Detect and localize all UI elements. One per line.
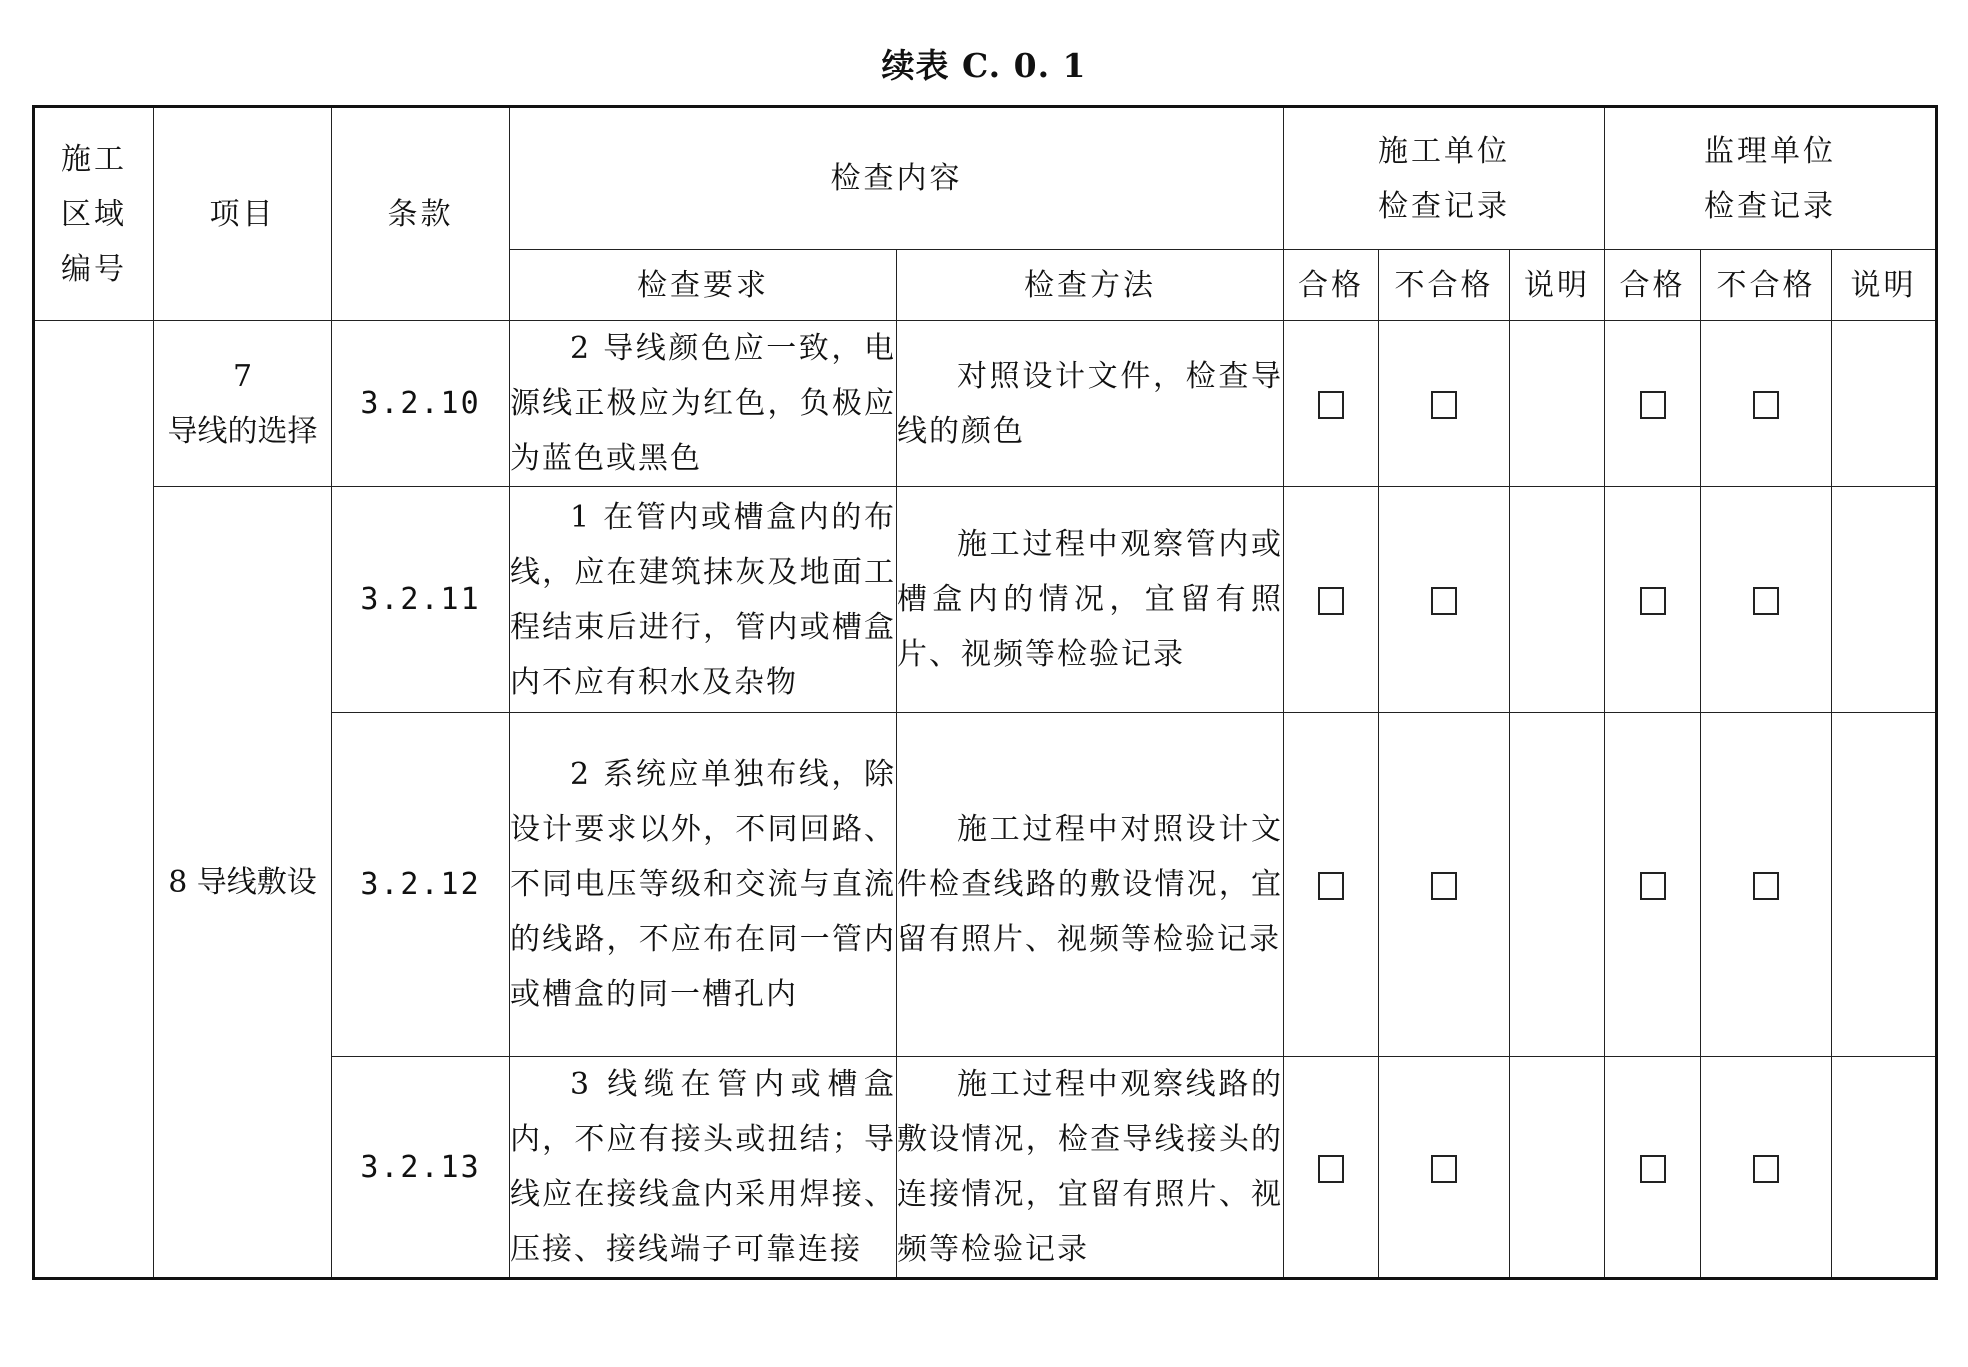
supervisor-fail-cell[interactable] [1701, 1057, 1832, 1279]
contractor-fail-cell[interactable] [1379, 487, 1510, 713]
contractor-pass-cell[interactable] [1284, 321, 1379, 487]
header-method: 检查方法 [897, 250, 1284, 321]
requirement-text: 1 在管内或槽盒内的布线，应在建筑抹灰及地面工程结束后进行，管内或槽盒内不应有积水及杂物 [510, 499, 896, 700]
requirement-cell [510, 713, 897, 1057]
header-clause: 条款 [332, 107, 510, 321]
supervisor-pass-cell[interactable] [1605, 1057, 1701, 1279]
checkbox[interactable] [1640, 1155, 1666, 1183]
table-title: 续表 C. 0. 1 [881, 46, 1087, 85]
checkbox[interactable] [1318, 391, 1344, 419]
header-supervisor-record [1605, 107, 1937, 250]
method-cell [897, 321, 1284, 487]
checkbox[interactable] [1431, 872, 1457, 900]
header-supervisor-line: 监理单位 [1704, 133, 1836, 169]
supervisor-fail-cell[interactable] [1701, 321, 1832, 487]
supervisor-note-cell[interactable] [1832, 1057, 1937, 1279]
checkbox[interactable] [1431, 587, 1457, 615]
header-area-line: 区域 [61, 196, 127, 232]
header-supervisor-note: 说明 [1832, 250, 1937, 321]
supervisor-note-cell[interactable] [1832, 321, 1937, 487]
clause-cell: 3.2.10 [332, 321, 510, 487]
requirement-text: 2 系统应单独布线，除设计要求以外，不同回路、不同电压等级和交流与直流的线路，不应布在同一管内或槽盒的同一槽孔内 [510, 757, 896, 1012]
method-text: 对照设计文件，检查导线的颜色 [897, 358, 1283, 449]
checkbox[interactable] [1640, 587, 1666, 615]
checkbox[interactable] [1753, 391, 1779, 419]
header-requirement: 检查要求 [510, 250, 897, 321]
item-line: 7 [232, 358, 253, 394]
checkbox[interactable] [1318, 1155, 1344, 1183]
supervisor-pass-cell[interactable] [1605, 321, 1701, 487]
requirement-text: 3 线缆在管内或槽盒内，不应有接头或扭结；导线应在接线盒内采用焊接、压接、接线端子可靠连接 [510, 1067, 896, 1267]
header-check-content: 检查内容 [510, 107, 1284, 250]
area-number-cell [34, 321, 154, 1279]
table-row [34, 487, 1937, 713]
supervisor-pass-cell[interactable] [1605, 713, 1701, 1057]
header-row-1 [34, 107, 1937, 250]
checkbox[interactable] [1640, 391, 1666, 419]
checkbox[interactable] [1431, 391, 1457, 419]
checkbox[interactable] [1431, 1155, 1457, 1183]
header-contractor-line: 检查记录 [1378, 188, 1510, 224]
contractor-note-cell[interactable] [1510, 487, 1605, 713]
method-text: 施工过程中观察管内或槽盒内的情况，宜留有照片、视频等检验记录 [897, 527, 1283, 672]
supervisor-note-cell[interactable] [1832, 713, 1937, 1057]
method-cell [897, 487, 1284, 713]
contractor-note-cell[interactable] [1510, 713, 1605, 1057]
contractor-note-cell[interactable] [1510, 1057, 1605, 1279]
contractor-fail-cell[interactable] [1379, 713, 1510, 1057]
item-line: 导线的选择 [167, 413, 318, 449]
header-supervisor-pass: 合格 [1605, 250, 1701, 321]
method-cell [897, 1057, 1284, 1279]
checkbox[interactable] [1753, 1155, 1779, 1183]
item-cell [154, 487, 332, 1279]
contractor-fail-cell[interactable] [1379, 1057, 1510, 1279]
clause-cell: 3.2.13 [332, 1057, 510, 1279]
header-contractor-line: 施工单位 [1378, 133, 1510, 169]
method-cell [897, 713, 1284, 1057]
requirement-cell [510, 1057, 897, 1279]
header-contractor-note: 说明 [1510, 250, 1605, 321]
contractor-pass-cell[interactable] [1284, 1057, 1379, 1279]
contractor-pass-cell[interactable] [1284, 713, 1379, 1057]
header-contractor-record [1284, 107, 1605, 250]
header-area-line: 施工 [61, 141, 127, 177]
method-text: 施工过程中观察线路的敷设情况，检查导线接头的连接情况，宜留有照片、视频等检验记录 [897, 1067, 1283, 1267]
supervisor-note-cell[interactable] [1832, 487, 1937, 713]
checkbox[interactable] [1753, 872, 1779, 900]
header-supervisor-fail: 不合格 [1701, 250, 1832, 321]
contractor-note-cell[interactable] [1510, 321, 1605, 487]
header-area-line: 编号 [61, 251, 127, 287]
header-contractor-fail: 不合格 [1379, 250, 1510, 321]
contractor-fail-cell[interactable] [1379, 321, 1510, 487]
supervisor-pass-cell[interactable] [1605, 487, 1701, 713]
clause-cell: 3.2.12 [332, 713, 510, 1057]
header-contractor-pass: 合格 [1284, 250, 1379, 321]
supervisor-fail-cell[interactable] [1701, 487, 1832, 713]
clause-cell: 3.2.11 [332, 487, 510, 713]
checkbox[interactable] [1318, 872, 1344, 900]
item-line: 8 导线敷设 [168, 864, 317, 900]
supervisor-fail-cell[interactable] [1701, 713, 1832, 1057]
header-item: 项目 [154, 107, 332, 321]
requirement-text: 2 导线颜色应一致，电源线正极应为红色，负极应为蓝色或黑色 [510, 331, 896, 476]
requirement-cell [510, 321, 897, 487]
checkbox[interactable] [1640, 872, 1666, 900]
contractor-pass-cell[interactable] [1284, 487, 1379, 713]
item-cell [154, 321, 332, 487]
checkbox[interactable] [1753, 587, 1779, 615]
checkbox[interactable] [1318, 587, 1344, 615]
header-supervisor-line: 检查记录 [1704, 188, 1836, 224]
header-area-number [34, 107, 154, 321]
method-text: 施工过程中对照设计文件检查线路的敷设情况，宜留有照片、视频等检验记录 [897, 812, 1283, 957]
requirement-cell [510, 487, 897, 713]
table-row [34, 321, 1937, 487]
inspection-table [32, 105, 1938, 1280]
